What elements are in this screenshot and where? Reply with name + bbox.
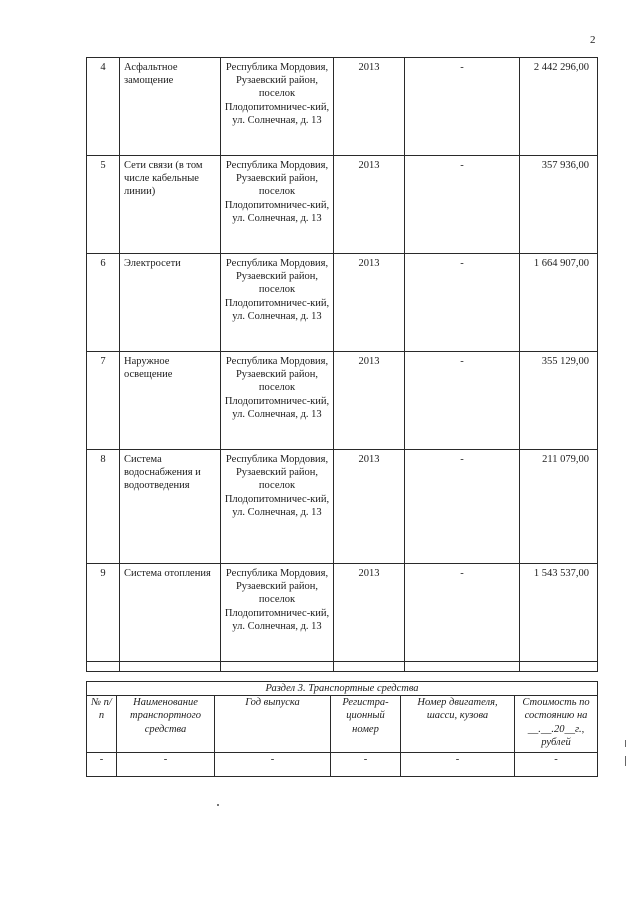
- asset-dash: -: [405, 564, 520, 662]
- column-header: Наименование транспортного средства: [117, 696, 215, 753]
- column-header: Регистра-ционный номер: [331, 696, 401, 753]
- assets-table: [86, 57, 598, 672]
- asset-address: Республика Мордовия, Рузаевский район, поселок Плодопитомничес-кий, ул. Солнечная, д. 13: [221, 156, 334, 254]
- asset-dash: -: [405, 352, 520, 450]
- asset-address: Республика Мордовия, Рузаевский район, поселок Плодопитомничес-кий, ул. Солнечная, д. 13: [221, 450, 334, 564]
- asset-dash: -: [405, 254, 520, 352]
- asset-address: Республика Мордовия, Рузаевский район, поселок Плодопитомничес-кий, ул. Солнечная, д. 13: [221, 564, 334, 662]
- asset-name: Наружное освещение: [120, 352, 221, 450]
- row-number: 9: [87, 564, 120, 662]
- asset-name: Система отопления: [120, 564, 221, 662]
- asset-address: Республика Мордовия, Рузаевский район, поселок Плодопитомничес-кий, ул. Солнечная, д. 13: [221, 254, 334, 352]
- table-row: [87, 58, 598, 156]
- asset-address: Республика Мордовия, Рузаевский район, поселок Плодопитомничес-кий, ул. Солнечная, д. 13: [221, 352, 334, 450]
- column-header: № п/п: [87, 696, 117, 753]
- column-header: Год выпуска: [215, 696, 331, 753]
- asset-name: Асфальтное замощение: [120, 58, 221, 156]
- asset-name: Сети связи (в том числе кабельные линии): [120, 156, 221, 254]
- row-number: 7: [87, 352, 120, 450]
- table-cell: -: [515, 753, 598, 777]
- asset-cost: 2 442 296,00: [520, 58, 598, 156]
- asset-year: 2013: [334, 564, 405, 662]
- asset-cost: 357 936,00: [520, 156, 598, 254]
- scan-mark: [625, 740, 626, 747]
- page-number: 2: [590, 34, 596, 46]
- asset-year: 2013: [334, 352, 405, 450]
- row-number: 4: [87, 58, 120, 156]
- asset-dash: -: [405, 156, 520, 254]
- scan-mark: [625, 756, 626, 766]
- asset-cost: 211 079,00: [520, 450, 598, 564]
- asset-address: Республика Мордовия, Рузаевский район, поселок Плодопитомничес-кий, ул. Солнечная, д. 13: [221, 58, 334, 156]
- table-spacer-row: [87, 662, 598, 672]
- asset-cost: 1 664 907,00: [520, 254, 598, 352]
- column-header: Стоимость по состоянию на __.__.20__г., рублей: [515, 696, 598, 753]
- row-number: 6: [87, 254, 120, 352]
- asset-year: 2013: [334, 450, 405, 564]
- asset-name: Электросети: [120, 254, 221, 352]
- asset-year: 2013: [334, 58, 405, 156]
- column-header: Номер двигателя, шасси, кузова: [401, 696, 515, 753]
- row-number: 8: [87, 450, 120, 564]
- asset-year: 2013: [334, 156, 405, 254]
- table-row: [87, 753, 598, 777]
- section-title: Раздел 3. Транспортные средства: [87, 682, 598, 696]
- table-cell: -: [117, 753, 215, 777]
- table-row: [87, 352, 598, 450]
- row-number: 5: [87, 156, 120, 254]
- table-row: [87, 450, 598, 564]
- table-cell: -: [331, 753, 401, 777]
- table-row: [87, 156, 598, 254]
- header-row: [87, 696, 598, 753]
- table-cell: -: [215, 753, 331, 777]
- asset-year: 2013: [334, 254, 405, 352]
- table-cell: -: [87, 753, 117, 777]
- asset-name: Система водоснабжения и водоотведения: [120, 450, 221, 564]
- asset-cost: 1 543 537,00: [520, 564, 598, 662]
- asset-dash: -: [405, 450, 520, 564]
- scan-speck: [217, 804, 219, 806]
- table-cell: -: [401, 753, 515, 777]
- table-row: [87, 564, 598, 662]
- table-row: [87, 254, 598, 352]
- asset-cost: 355 129,00: [520, 352, 598, 450]
- asset-dash: -: [405, 58, 520, 156]
- transport-table: [86, 681, 598, 777]
